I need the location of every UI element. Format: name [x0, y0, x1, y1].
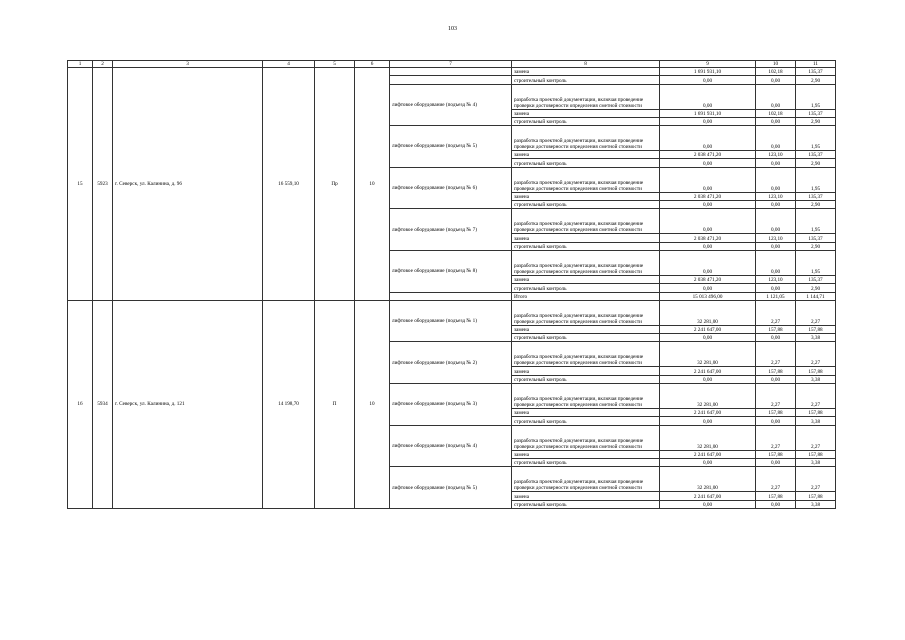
column-header: 6: [355, 61, 390, 68]
cost-cell: 0,00: [660, 334, 756, 342]
cost-per-sqm-cell: 0,00: [756, 375, 796, 383]
cost-per-sqm-cell: 123,10: [756, 234, 796, 242]
work-type-cell: строительный контроль: [512, 417, 660, 425]
wall-material-cell: Пр: [315, 68, 355, 301]
cost-per-sqm-cell: 123,10: [756, 275, 796, 283]
cost-per-sqm-cell: 0,00: [756, 84, 796, 109]
cost-cell: 2 038 471,20: [660, 192, 756, 200]
cost-per-sqm-cell: 2,27: [756, 384, 796, 409]
area-cell: 16 559,10: [263, 68, 315, 301]
limit-cost-cell: 1,95: [796, 167, 836, 192]
limit-cost-cell: 3,38: [796, 458, 836, 466]
work-type-cell: строительный контроль: [512, 201, 660, 209]
cost-per-sqm-cell: 0,00: [756, 167, 796, 192]
empty-cell: [390, 68, 512, 76]
cost-cell: 2 241 647,00: [660, 325, 756, 333]
cost-per-sqm-cell: 0,00: [756, 500, 796, 508]
limit-cost-cell: 3,38: [796, 334, 836, 342]
empty-cell: [390, 292, 512, 300]
cost-per-sqm-cell: 0,00: [756, 76, 796, 84]
limit-cost-cell: 3,38: [796, 500, 836, 508]
column-header: 7: [390, 61, 512, 68]
column-header-row: [68, 61, 836, 68]
cost-cell: 0,00: [660, 117, 756, 125]
equipment-cell: лифтовое оборудование (подъезд № 7): [390, 209, 512, 251]
wall-material-cell: П: [315, 300, 355, 508]
address-cell: г. Северск, ул. Калинина, д. 121: [113, 300, 263, 508]
limit-cost-cell: 2,27: [796, 300, 836, 325]
limit-cost-cell: 2,90: [796, 201, 836, 209]
work-type-cell: замена: [512, 367, 660, 375]
cost-cell: 32 281,00: [660, 425, 756, 450]
cost-per-sqm-cell: 157,88: [756, 367, 796, 375]
work-type-cell: разработка проектной документации, включая проведение проверки достоверности определения сметной стоимости: [512, 425, 660, 450]
limit-cost-cell: 1,95: [796, 84, 836, 109]
row-number-cell: 16: [68, 300, 93, 508]
limit-cost-cell: 135,37: [796, 192, 836, 200]
limit-cost-cell: 2,27: [796, 384, 836, 409]
column-header: 11: [796, 61, 836, 68]
empty-cell: [390, 76, 512, 84]
equipment-cell: лифтовое оборудование (подъезд № 1): [390, 300, 512, 342]
cost-cell: 0,00: [660, 167, 756, 192]
limit-cost-cell: 1,95: [796, 126, 836, 151]
work-type-cell: замена: [512, 151, 660, 159]
cost-cell: 0,00: [660, 242, 756, 250]
column-header: 2: [93, 61, 113, 68]
limit-cost-cell: 2,90: [796, 159, 836, 167]
limit-cost-cell: 157,88: [796, 409, 836, 417]
work-type-cell: замена: [512, 109, 660, 117]
object-code-cell: 5934: [93, 300, 113, 508]
cost-cell: 0,00: [660, 126, 756, 151]
cost-cell: 0,00: [660, 250, 756, 275]
cost-per-sqm-cell: 157,88: [756, 409, 796, 417]
object-code-cell: 5923: [93, 68, 113, 301]
limit-cost-cell: 2,27: [796, 467, 836, 492]
cost-cell: 0,00: [660, 201, 756, 209]
cost-per-sqm-cell: 2,27: [756, 342, 796, 367]
cost-cell: 32 281,00: [660, 342, 756, 367]
column-header: 4: [263, 61, 315, 68]
work-type-cell: замена: [512, 492, 660, 500]
cost-cell: 0,00: [660, 76, 756, 84]
total-label-cell: Итого: [512, 292, 660, 300]
limit-cost-cell: 2,90: [796, 242, 836, 250]
equipment-cell: лифтовое оборудование (подъезд № 4): [390, 425, 512, 467]
cost-per-sqm-cell: 0,00: [756, 284, 796, 292]
cost-cell: 32 281,00: [660, 467, 756, 492]
cost-per-sqm-cell: 2,27: [756, 300, 796, 325]
work-type-cell: разработка проектной документации, включая проведение проверки достоверности определения сметной стоимости: [512, 467, 660, 492]
cost-per-sqm-cell: 2,27: [756, 425, 796, 450]
cost-cell: 15 013 496,00: [660, 292, 756, 300]
work-type-cell: строительный контроль: [512, 458, 660, 466]
equipment-cell: лифтовое оборудование (подъезд № 5): [390, 467, 512, 509]
cost-cell: 32 281,00: [660, 300, 756, 325]
limit-cost-cell: 135,37: [796, 234, 836, 242]
work-type-cell: замена: [512, 234, 660, 242]
work-type-cell: разработка проектной документации, включая проведение проверки достоверности определения сметной стоимости: [512, 300, 660, 325]
limit-cost-cell: 135,37: [796, 109, 836, 117]
column-header: 1: [68, 61, 93, 68]
work-type-cell: разработка проектной документации, включая проведение проверки достоверности определения сметной стоимости: [512, 209, 660, 234]
cost-cell: 0,00: [660, 209, 756, 234]
cost-cell: 2 038 471,20: [660, 275, 756, 283]
cost-cell: 2 038 471,20: [660, 151, 756, 159]
cost-per-sqm-cell: 0,00: [756, 250, 796, 275]
cost-per-sqm-cell: 0,00: [756, 417, 796, 425]
work-type-cell: разработка проектной документации, включая проведение проверки достоверности определения сметной стоимости: [512, 126, 660, 151]
table-row: [68, 300, 836, 325]
column-header: 3: [113, 61, 263, 68]
work-type-cell: разработка проектной документации, включая проведение проверки достоверности определения сметной стоимости: [512, 250, 660, 275]
repair-schedule-table: [67, 60, 836, 509]
work-type-cell: строительный контроль: [512, 159, 660, 167]
column-header: 5: [315, 61, 355, 68]
limit-cost-cell: 157,88: [796, 325, 836, 333]
cost-per-sqm-cell: 157,88: [756, 492, 796, 500]
limit-cost-cell: 3,38: [796, 417, 836, 425]
work-type-cell: замена: [512, 68, 660, 76]
cost-per-sqm-cell: 0,00: [756, 201, 796, 209]
cost-per-sqm-cell: 2,27: [756, 467, 796, 492]
limit-cost-cell: 1,95: [796, 250, 836, 275]
cost-per-sqm-cell: 157,88: [756, 325, 796, 333]
work-type-cell: разработка проектной документации, включая проведение проверки достоверности определения сметной стоимости: [512, 167, 660, 192]
cost-per-sqm-cell: 1 121,05: [756, 292, 796, 300]
cost-cell: 2 241 647,00: [660, 492, 756, 500]
cost-per-sqm-cell: 123,10: [756, 151, 796, 159]
limit-cost-cell: 2,90: [796, 117, 836, 125]
cost-cell: 2 241 647,00: [660, 450, 756, 458]
limit-cost-cell: 2,27: [796, 425, 836, 450]
column-header: 10: [756, 61, 796, 68]
work-type-cell: строительный контроль: [512, 500, 660, 508]
cost-cell: 0,00: [660, 375, 756, 383]
work-type-cell: замена: [512, 275, 660, 283]
table-row: [68, 68, 836, 76]
limit-cost-cell: 157,88: [796, 450, 836, 458]
cost-per-sqm-cell: 0,00: [756, 159, 796, 167]
limit-cost-cell: 2,27: [796, 342, 836, 367]
cost-per-sqm-cell: 123,10: [756, 192, 796, 200]
work-type-cell: строительный контроль: [512, 242, 660, 250]
work-type-cell: строительный контроль: [512, 334, 660, 342]
cost-per-sqm-cell: 0,00: [756, 334, 796, 342]
work-type-cell: строительный контроль: [512, 76, 660, 84]
cost-per-sqm-cell: 102,18: [756, 68, 796, 76]
page-number: 103: [448, 26, 457, 32]
work-type-cell: строительный контроль: [512, 375, 660, 383]
cost-per-sqm-cell: 0,00: [756, 458, 796, 466]
cost-cell: 1 691 931,10: [660, 109, 756, 117]
work-type-cell: замена: [512, 409, 660, 417]
equipment-cell: лифтовое оборудование (подъезд № 4): [390, 84, 512, 126]
cost-cell: 0,00: [660, 417, 756, 425]
work-type-cell: замена: [512, 450, 660, 458]
cost-cell: 0,00: [660, 84, 756, 109]
cost-cell: 0,00: [660, 458, 756, 466]
work-type-cell: разработка проектной документации, включая проведение проверки достоверности определения сметной стоимости: [512, 342, 660, 367]
cost-cell: 0,00: [660, 500, 756, 508]
limit-cost-cell: 2,90: [796, 284, 836, 292]
cost-cell: 1 691 931,10: [660, 68, 756, 76]
limit-cost-cell: 1 144,71: [796, 292, 836, 300]
limit-cost-cell: 1,95: [796, 209, 836, 234]
work-type-cell: замена: [512, 192, 660, 200]
work-type-cell: строительный контроль: [512, 284, 660, 292]
address-cell: г. Северск, ул. Калинина, д. 96: [113, 68, 263, 301]
cost-cell: 2 241 647,00: [660, 409, 756, 417]
cost-per-sqm-cell: 0,00: [756, 117, 796, 125]
floors-cell: 10: [355, 300, 390, 508]
floors-cell: 10: [355, 68, 390, 301]
cost-cell: 0,00: [660, 284, 756, 292]
equipment-cell: лифтовое оборудование (подъезд № 6): [390, 167, 512, 209]
work-type-cell: разработка проектной документации, включая проведение проверки достоверности определения сметной стоимости: [512, 384, 660, 409]
equipment-cell: лифтовое оборудование (подъезд № 2): [390, 342, 512, 384]
cost-per-sqm-cell: 102,18: [756, 109, 796, 117]
limit-cost-cell: 135,37: [796, 68, 836, 76]
limit-cost-cell: 157,88: [796, 492, 836, 500]
limit-cost-cell: 157,88: [796, 367, 836, 375]
cost-cell: 0,00: [660, 159, 756, 167]
cost-cell: 2 241 647,00: [660, 367, 756, 375]
equipment-cell: лифтовое оборудование (подъезд № 5): [390, 126, 512, 168]
cost-per-sqm-cell: 0,00: [756, 126, 796, 151]
work-type-cell: строительный контроль: [512, 117, 660, 125]
cost-per-sqm-cell: 0,00: [756, 209, 796, 234]
limit-cost-cell: 3,38: [796, 375, 836, 383]
column-header: 8: [512, 61, 660, 68]
equipment-cell: лифтовое оборудование (подъезд № 8): [390, 250, 512, 292]
row-number-cell: 15: [68, 68, 93, 301]
work-type-cell: разработка проектной документации, включая проведение проверки достоверности определения сметной стоимости: [512, 84, 660, 109]
cost-per-sqm-cell: 157,88: [756, 450, 796, 458]
limit-cost-cell: 135,37: [796, 275, 836, 283]
cost-per-sqm-cell: 0,00: [756, 242, 796, 250]
work-type-cell: замена: [512, 325, 660, 333]
equipment-cell: лифтовое оборудование (подъезд № 3): [390, 384, 512, 426]
limit-cost-cell: 2,90: [796, 76, 836, 84]
limit-cost-cell: 135,37: [796, 151, 836, 159]
area-cell: 14 198,70: [263, 300, 315, 508]
column-header: 9: [660, 61, 756, 68]
cost-cell: 32 281,00: [660, 384, 756, 409]
cost-cell: 2 038 471,20: [660, 234, 756, 242]
